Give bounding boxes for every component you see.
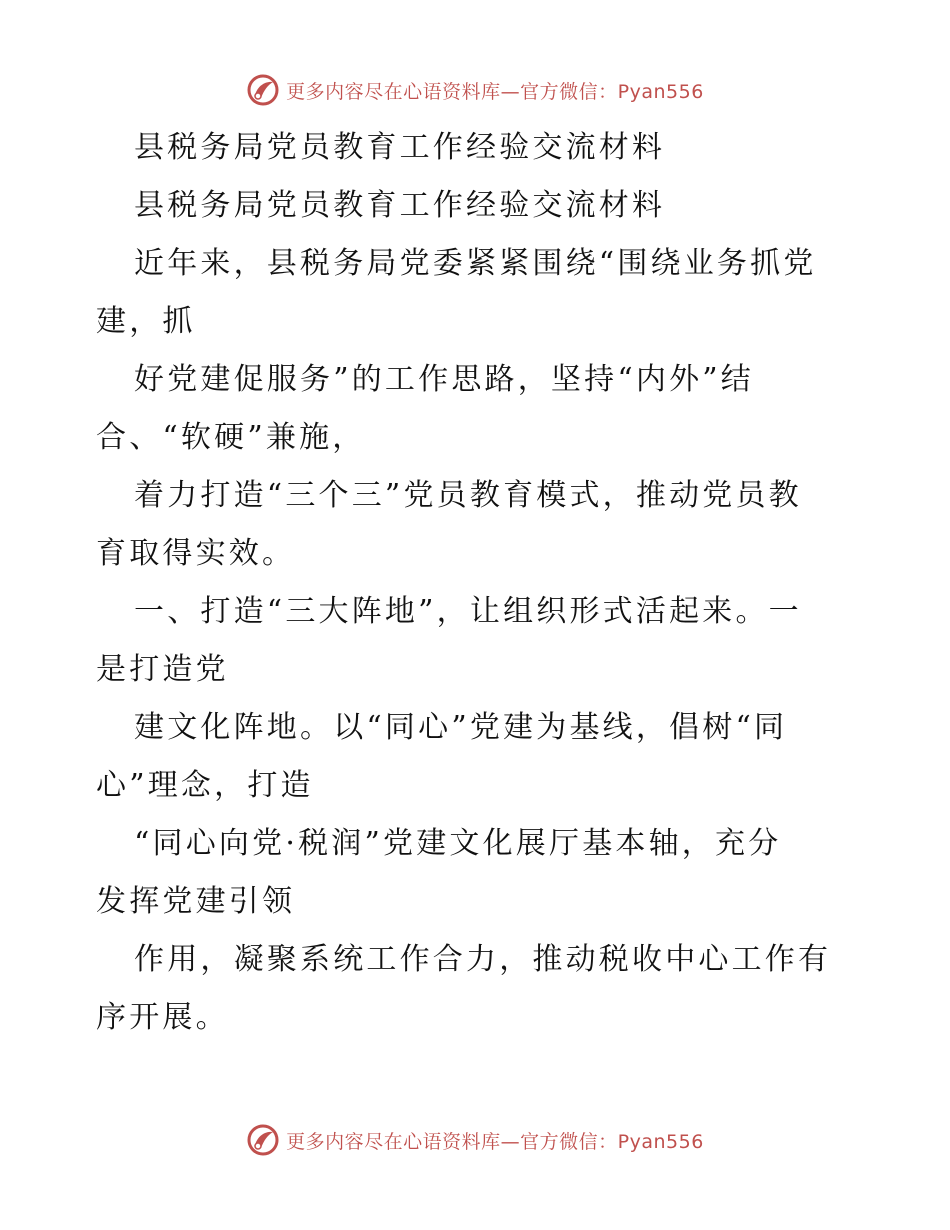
doc-line: 育取得实效。	[96, 536, 296, 571]
logo-icon	[246, 1123, 280, 1157]
watermark-text: 更多内容尽在心语资料库—官方微信：Pyan556	[286, 80, 704, 103]
doc-line: 一、打造“三大阵地”，让组织形式活起来。一	[134, 594, 802, 629]
doc-line: 近年来，县税务局党委紧紧围绕“围绕业务抓党	[134, 246, 817, 281]
doc-line: 发挥党建引领	[96, 884, 296, 919]
doc-subtitle: 县税务局党员教育工作经验交流材料	[134, 188, 666, 223]
doc-line: 心”理念，打造	[96, 768, 314, 803]
doc-line: 建，抓	[96, 304, 196, 339]
footer-watermark	[0, 1120, 950, 1160]
doc-title: 县税务局党员教育工作经验交流材料	[134, 130, 666, 165]
doc-line: 着力打造“三个三”党员教育模式，推动党员教	[134, 478, 802, 513]
doc-line: 好党建促服务”的工作思路，坚持“内外”结	[134, 362, 755, 397]
doc-line: 作用，凝聚系统工作合力，推动税收中心工作有	[134, 942, 832, 977]
doc-line: 序开展。	[96, 1000, 229, 1035]
header-watermark	[0, 70, 950, 110]
watermark-text: 更多内容尽在心语资料库—官方微信：Pyan556	[286, 1130, 704, 1153]
doc-line: 合、“软硬”兼施，	[96, 420, 366, 455]
doc-line: “同心向党·税润”党建文化展厅基本轴，充分	[134, 826, 782, 861]
doc-line: 建文化阵地。以“同心”党建为基线，倡树“同	[134, 710, 788, 745]
logo-icon	[246, 73, 280, 107]
doc-line: 是打造党	[96, 652, 229, 687]
